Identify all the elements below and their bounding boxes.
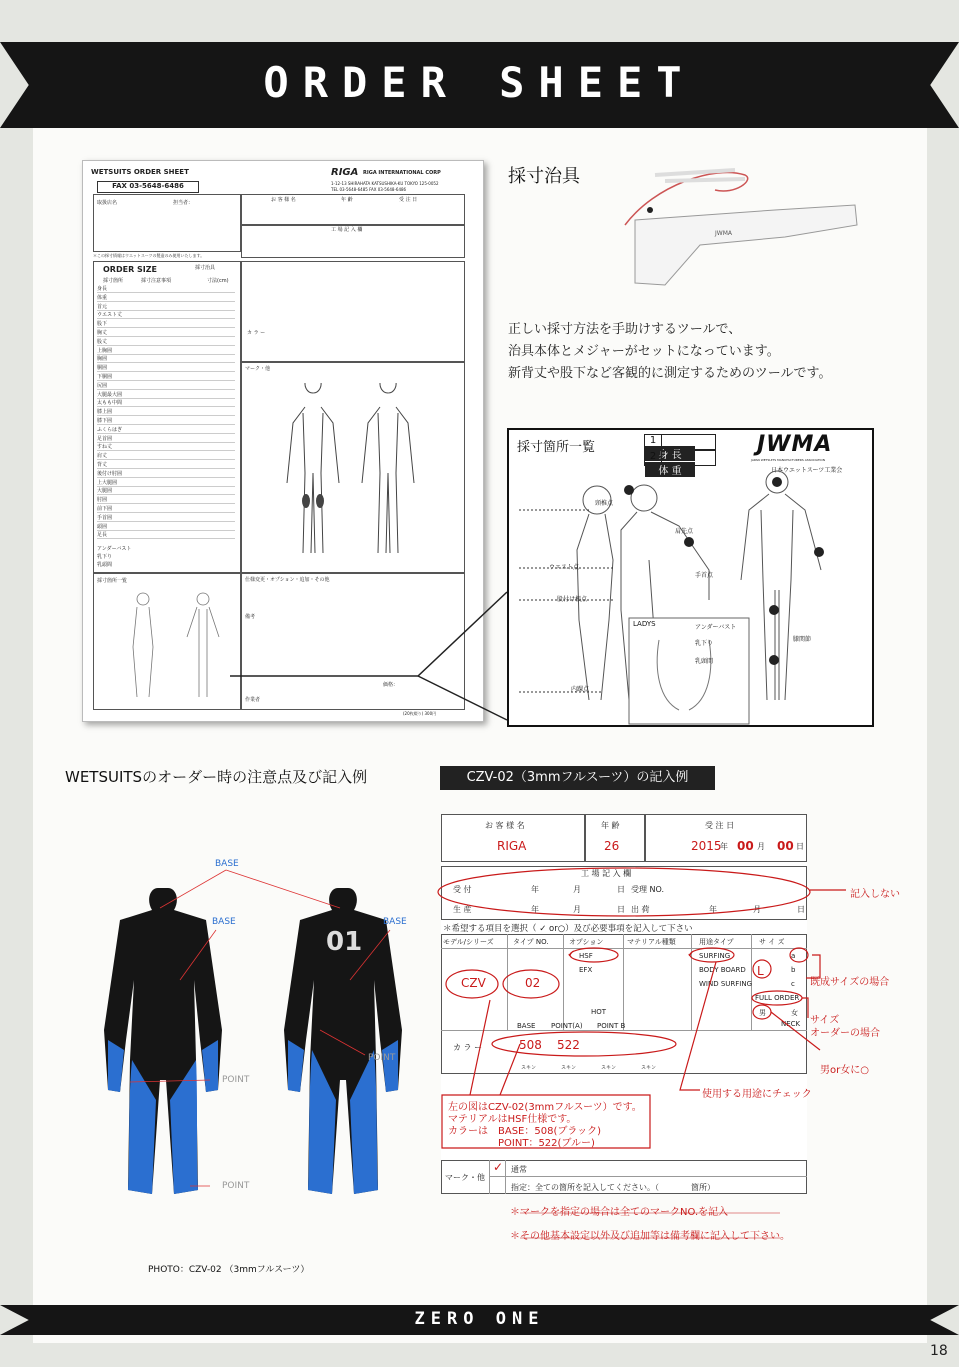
measure-row-label: 上大腿囲 — [97, 479, 118, 486]
form-prod-year: 年 — [531, 905, 539, 914]
col-type: タイプ NO. — [513, 938, 549, 946]
measure-row-label: 下胴囲 — [97, 374, 113, 380]
usage-check: ✓ — [687, 949, 696, 960]
extra-item-1: アンダーバスト — [97, 546, 132, 552]
form-day-unit: 日 — [796, 842, 804, 851]
form-age-value: 26 — [604, 839, 620, 853]
price-label: 価格： — [383, 682, 399, 688]
jwma-org-en: JAPAN WETSUITS MANUFACTURERS ASSOCIATION — [751, 458, 826, 462]
mini-chart-label: 採寸箇所一覧 — [97, 578, 128, 584]
note-mark-2: ＊その他基本設定以外及び追加等は備考欄に記入して下さい。 — [510, 1231, 790, 1242]
skin-1: スキン — [521, 1065, 536, 1071]
tool-desc-2: 治具本体とメジャーがセットになっています。 — [508, 344, 780, 359]
order-size-label: ORDER SIZE — [103, 265, 158, 274]
section2-title: WETSUITSのオーダー時の注意点及び記入例 — [65, 768, 368, 786]
option-efx: EFX — [579, 966, 593, 974]
measure-row-label: 肩丈 — [97, 453, 108, 460]
measure-row-label: 大腿最大囲 — [97, 391, 123, 398]
measure-row-label: 肘囲 — [97, 497, 108, 504]
skin-4: スキン — [641, 1065, 656, 1071]
measure-row-label: 首元 — [97, 303, 108, 310]
measure-row-label: 尻囲 — [97, 382, 108, 389]
gender-female: 女 — [791, 1009, 798, 1017]
note-desc-2: マテリアルはHSF仕様です。 — [448, 1114, 577, 1125]
measure-row-label: 体重 — [97, 294, 108, 301]
chart-item-1-label: 身 長 — [645, 446, 695, 461]
note-gender: 男or女に○ — [820, 1065, 869, 1076]
measure-row-label: 膝上囲 — [97, 409, 113, 416]
note-mark-1: ＊マークを指定の場合は全てのマークNO.を記入 — [510, 1207, 729, 1218]
col-model: モデル/シリーズ — [443, 938, 494, 946]
usage-surfing: SURFING — [699, 952, 731, 960]
note-desc-3: カラーは BASE：508(ブラック) — [448, 1126, 602, 1137]
measure-row-label: 大腿囲 — [97, 488, 113, 495]
label-shoulder: 肩先点 — [675, 528, 694, 535]
mark-normal: 通常 — [511, 1165, 527, 1174]
measure-row-label: 股丈 — [97, 338, 108, 345]
form-date-label: 受 注 日 — [705, 821, 735, 830]
option-hot: HOT — [591, 1008, 607, 1016]
measure-row-label: 胴囲 — [97, 365, 108, 372]
sheet-footer-note: (20枚綴り) 300円 — [403, 711, 437, 716]
point-label-3: POINT — [222, 1181, 250, 1191]
col-option: オプション — [569, 938, 604, 946]
measure-row-label: 後付け肘囲 — [97, 470, 123, 477]
measure-row-label: すね丈 — [97, 444, 113, 451]
point-label-1: POINT — [222, 1075, 250, 1085]
note-usage-check: 使用する用途にチェック — [702, 1089, 812, 1100]
form-ship-label: 出 荷 — [631, 905, 650, 914]
skin-3: スキン — [601, 1065, 616, 1071]
staff-label: 担当者： — [173, 200, 194, 206]
measure-row-label: 膝下囲 — [97, 418, 113, 424]
measure-row-label: ウエスト丈 — [97, 312, 123, 319]
measure-col-label: 採寸箇所 — [103, 278, 124, 284]
measure-row-label: 足首囲 — [97, 435, 113, 442]
gender-male: 男 — [759, 1009, 766, 1017]
point-a-label: POINT(A) — [551, 1022, 583, 1030]
mark-label: マーク・他 — [245, 366, 271, 372]
form-ship-month: 月 — [753, 905, 761, 914]
footer-brand: ZERO ONE — [414, 1309, 545, 1329]
col-usage: 用途タイプ — [699, 938, 734, 946]
form-year-value: 2015 — [691, 839, 722, 853]
chart-item-2-label: 体 重 — [645, 462, 695, 477]
measure-row-label: 胸丈 — [97, 330, 108, 336]
sheet-title: WETSUITS ORDER SHEET — [91, 168, 189, 176]
form-instruction: ＊希望する項目を選択（ ✓ or○）及び必要事項を記入して下さい — [443, 924, 693, 934]
usage-bodyboard: BODY BOARD — [699, 966, 746, 974]
chart-item-1-no: 1 — [645, 435, 662, 446]
tool-desc-3: 新背丈や股下など客観的に測定するためのツールです。 — [508, 366, 832, 381]
point-value: 522 — [557, 1038, 580, 1052]
label-nipple-drop: 乳下り — [695, 640, 714, 647]
form-customer-label: お 客 様 名 — [485, 821, 525, 830]
example-label: CZV-02（3mmフルスーツ）の記入例 — [440, 766, 715, 790]
size-a: a — [791, 952, 796, 960]
measure-row-label: 太もも中間 — [97, 400, 123, 407]
note-desc-4: POINT：522(ブルー) — [448, 1138, 595, 1149]
form-production-label: 生 産 — [453, 905, 472, 914]
jwma-org: 日本ウエットスーツ工業会 — [771, 467, 843, 474]
form-accept-label: 受 付 — [453, 885, 472, 894]
form-ship-year: 年 — [709, 905, 717, 914]
point-b-label: POINT B — [597, 1022, 626, 1030]
option-check: ✓ — [567, 949, 576, 960]
sheet-tel: TEL 03-5648-6485 FAX 03-5648-6486 — [331, 187, 407, 192]
jwma-logo: JWMA — [757, 432, 833, 457]
sheet-address: 1-12-13 SHIRAHATA KATSUSHIKA-KU TOKYO 125-0052 — [331, 181, 439, 186]
remarks-label: 仕様変更・オプション・追加・その他 — [245, 577, 330, 583]
form-age-label: 年 齢 — [601, 821, 620, 830]
dimension-label: 寸法(cm) — [207, 278, 229, 284]
sheet-company: RIGA INTERNATIONAL CORP — [363, 170, 441, 176]
sheet-fax: FAX 03-5648-6486 — [97, 181, 199, 193]
note-desc-1: 左の図はCZV-02(3mmフルスーツ）です。 — [448, 1102, 642, 1113]
skin-2: スキン — [561, 1065, 576, 1071]
age-label: 年 齢 — [341, 197, 353, 203]
form-customer-value: RIGA — [497, 839, 527, 853]
extra-item-3: 乳頭間 — [97, 562, 113, 568]
label-wrist: 手首点 — [695, 572, 714, 579]
shop-label: 取扱店名 — [97, 200, 118, 206]
form-prod-month: 月 — [573, 905, 581, 914]
measure-row-label: ふくらはぎ — [97, 426, 123, 433]
base-label-3: BASE — [383, 917, 407, 927]
label-waist: ウエスト点 — [549, 564, 580, 571]
measure-row-label: 股下 — [97, 321, 108, 328]
base-label-2: BASE — [212, 917, 236, 927]
base-label: BASE — [517, 1022, 536, 1030]
notes-label: 備考 — [245, 614, 256, 620]
neck-label: NECK — [781, 1020, 801, 1028]
form-month-unit: 月 — [757, 842, 765, 851]
riga-logo: RIGA — [331, 167, 359, 178]
measure-row-label: 身長 — [97, 286, 108, 292]
measure-row-label: 頭囲 — [97, 523, 108, 530]
model-value: CZV — [461, 976, 486, 990]
measure-row-label: 足長 — [97, 532, 108, 539]
measure-row-label: 前下囲 — [97, 506, 113, 512]
form-mark-label: マーク・他 — [445, 1173, 485, 1182]
form-year-unit: 年 — [720, 842, 728, 851]
option-hsf: HSF — [579, 952, 593, 960]
point-label-2: POINT — [368, 1053, 396, 1063]
form-factory-label: 工 場 記 入 欄 — [581, 869, 632, 878]
base-value: 508 — [519, 1038, 542, 1052]
size-value: L — [757, 964, 764, 978]
sheet-note: ＊この採寸情報はウエットスーツの製造のみ使用いたします。 — [93, 253, 205, 258]
measure-row-label: 胸囲 — [97, 356, 108, 363]
measure-row-label: 上胸囲 — [97, 347, 113, 354]
extra-item-2: 乳下り — [97, 554, 113, 560]
measure-row-label: 背丈 — [97, 462, 108, 468]
size-b: b — [791, 966, 796, 974]
note-no-fill: 記入しない — [850, 889, 900, 900]
note-size-order-1: サイズ — [810, 1015, 840, 1026]
page-number: 18 — [930, 1343, 948, 1359]
label-knee: 膝関節 — [793, 636, 812, 643]
form-prod-day: 日 — [617, 905, 625, 914]
mark-check: ✓ — [493, 1160, 504, 1174]
writer-label: 作業者 — [245, 697, 261, 703]
label-ladys: LADYS — [633, 620, 656, 628]
measure-row-label: 手首囲 — [97, 514, 113, 521]
page-title: ORDER SHEET — [263, 58, 696, 107]
form-ship-day: 日 — [797, 905, 805, 914]
type-value: 02 — [525, 976, 541, 990]
photo-caption: PHOTO：CZV-02 （3mmフルスーツ） — [148, 1265, 310, 1275]
label-nipple-dist: 乳頭間 — [695, 658, 714, 665]
form-accept-day: 日 — [617, 885, 625, 894]
tool-title: 採寸治具 — [508, 166, 580, 187]
usage-windsurfing: WIND SURFING — [699, 980, 753, 988]
tool-desc-1: 正しい採寸方法を手助けするツールで、 — [508, 322, 742, 337]
label-ankle: 内踝点 — [571, 686, 590, 693]
form-accept-month: 月 — [573, 885, 581, 894]
svg-text:01: 01 — [326, 927, 363, 957]
measure-note-label: 採寸注意事項 — [141, 278, 172, 284]
factory-label: 工 場 記 入 欄 — [331, 227, 363, 233]
mark-spec: 指定：全ての箇所を記入してください。（ 箇所） — [511, 1183, 715, 1192]
label-neck: 頸椎点 — [595, 500, 614, 507]
chart-item-2-no: 2 — [645, 451, 662, 462]
full-order: FULL ORDER — [755, 994, 800, 1002]
customer-label: お 客 様 名 — [271, 197, 296, 203]
note-existing-size: 既成サイズの場合 — [810, 977, 890, 988]
form-accept-year: 年 — [531, 885, 539, 894]
order-date-label: 受 注 日 — [399, 197, 418, 203]
size-c: c — [791, 980, 795, 988]
base-label-1: BASE — [215, 859, 239, 869]
chart-title: 採寸箇所一覧 — [517, 440, 596, 455]
color-label: カ ラ ー — [453, 1043, 483, 1052]
col-size: サ イ ズ — [759, 938, 785, 946]
form-month-value: 00 — [737, 839, 754, 853]
label-hip: 股付け根点 — [557, 596, 588, 603]
form-day-value: 00 — [777, 839, 794, 853]
color-label: カ ラ ー — [247, 330, 266, 336]
form-accept-no: 受理 NO. — [631, 885, 665, 894]
svg-text:JWMA: JWMA — [715, 230, 732, 237]
col-material: マテリアル種類 — [627, 938, 676, 946]
label-underbust: アンダーバスト — [695, 624, 737, 631]
size-tool-label: 採寸治具 — [195, 265, 216, 271]
note-size-order-2: オーダーの場合 — [810, 1028, 880, 1039]
